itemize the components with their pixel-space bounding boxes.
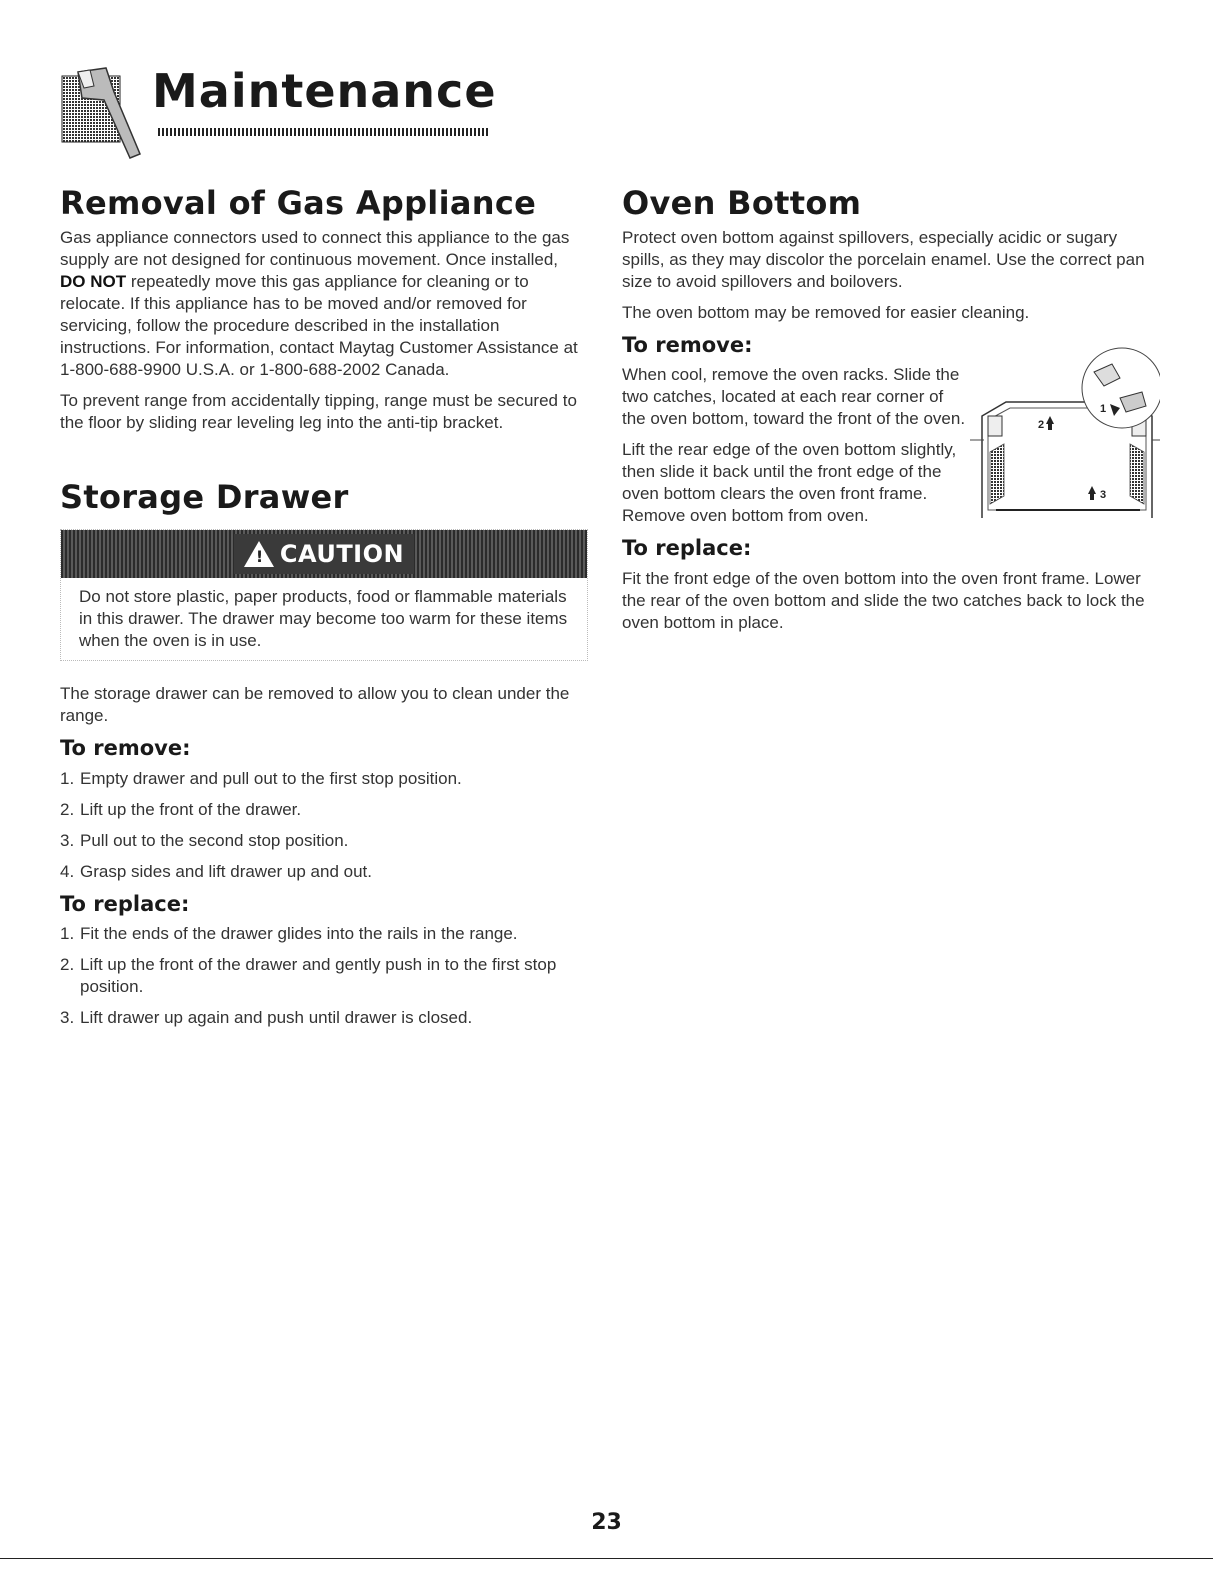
- page-header: [60, 50, 497, 160]
- caution-text: Do not store plastic, paper products, food or flammable materials in this drawer. The drawer may become too warm for these items when the oven is in use.: [79, 587, 568, 651]
- removal-text-a: Gas appliance connectors used to connect this appliance to the gas supply are not designed for continuous movement. Once installed,: [60, 228, 570, 270]
- oven-bottom-section: [622, 186, 1157, 634]
- oven-bottom-heading: Oven Bottom: [622, 184, 862, 222]
- list-item: [60, 923, 585, 945]
- step-number: 1.: [60, 923, 75, 943]
- list-item: [60, 954, 585, 998]
- removal-paragraph-2: To prevent range from accidentally tipping, range must be secured to the floor by sliding rear leveling leg into the anti-tip bracket.: [60, 391, 577, 433]
- diagram-label-3: 3: [1100, 489, 1107, 502]
- do-not-emphasis: DO NOT: [60, 272, 127, 292]
- oven-remove-block: [622, 364, 1157, 527]
- storage-intro: The storage drawer can be removed to allow you to clean under the range.: [60, 684, 570, 726]
- warning-triangle-icon: [244, 541, 274, 567]
- oven-remove-paragraph-2: Lift the rear edge of the oven bottom slightly, then slide it back until the front edge of the oven bottom clears the oven front frame. Remove oven bottom from oven.: [622, 440, 957, 526]
- step-text: Pull out to the second stop position.: [80, 830, 349, 850]
- caution-banner: [61, 530, 587, 578]
- oven-remove-heading: To remove:: [622, 333, 753, 358]
- step-text: Lift drawer up again and push until drawer is closed.: [80, 1007, 473, 1027]
- step-text: Lift up the front of the drawer and gently push in to the first stop position.: [80, 954, 557, 996]
- step-text: Fit the ends of the drawer glides into the rails in the range.: [80, 923, 518, 943]
- removal-section: [60, 186, 585, 434]
- caution-box: [60, 529, 588, 661]
- step-number: 3.: [60, 830, 75, 850]
- removal-text-b: repeatedly move this gas appliance for cleaning or to relocate. If this appliance has to be moved and/or removed for servicing, follow the procedure described in the installation instructions. For information, contact Maytag Customer Assistance at 1-800-688-9900 U.S.A. or 1-800-688-2002 Canada.: [60, 272, 578, 380]
- step-number: 2.: [60, 799, 75, 819]
- list-item: [60, 1007, 585, 1029]
- header-rule: [158, 128, 488, 136]
- storage-remove-heading: To remove:: [60, 736, 191, 761]
- step-number: 2.: [60, 954, 75, 974]
- storage-remove-steps: [60, 768, 585, 883]
- storage-heading: Storage Drawer: [60, 478, 349, 517]
- step-text: Empty drawer and pull out to the first stop position.: [80, 768, 462, 788]
- step-text: Lift up the front of the drawer.: [80, 799, 302, 819]
- oven-bottom-paragraph-2: The oven bottom may be removed for easier cleaning.: [622, 303, 1030, 323]
- page-title: Maintenance: [152, 64, 497, 118]
- diagram-label-1: 1: [1100, 403, 1107, 416]
- oven-replace-heading: To replace:: [622, 536, 752, 561]
- wrench-icon: [60, 62, 150, 162]
- list-item: [60, 861, 585, 883]
- removal-heading: Removal of Gas Appliance: [60, 184, 537, 222]
- step-text: Grasp sides and lift drawer up and out.: [80, 861, 372, 881]
- storage-section: [60, 480, 585, 1029]
- oven-bottom-diagram: [970, 328, 1160, 518]
- list-item: [60, 768, 585, 790]
- diagram-label-2: 2: [1038, 419, 1045, 432]
- step-number: 1.: [60, 768, 75, 788]
- oven-replace-paragraph: Fit the front edge of the oven bottom into the oven front frame. Lower the rear of the oven bottom and slide the two catches back to lock the oven bottom in place.: [622, 568, 1145, 632]
- step-number: 3.: [60, 1007, 75, 1027]
- oven-remove-text: [622, 364, 967, 527]
- list-item: [60, 799, 585, 821]
- list-item: [60, 830, 585, 852]
- right-column: [622, 186, 1157, 643]
- caution-title: CAUTION: [279, 540, 405, 569]
- step-number: 4.: [60, 861, 75, 881]
- caution-label: [234, 534, 414, 574]
- oven-bottom-paragraph-1: Protect oven bottom against spillovers, especially acidic or sugary spills, as they may discolor the porcelain enamel. Use the correct pan size to avoid spillovers and boilovers.: [622, 228, 1145, 292]
- oven-remove-paragraph-1: When cool, remove the oven racks. Slide the two catches, located at each rear corner of the oven bottom, toward the front of the oven.: [622, 365, 966, 429]
- footer-rule: [0, 1558, 1213, 1559]
- storage-replace-heading: To replace:: [60, 891, 190, 916]
- page-number: 23: [591, 1510, 622, 1535]
- removal-paragraph-1: [60, 227, 585, 381]
- storage-replace-steps: [60, 923, 585, 1029]
- left-column: [60, 186, 585, 1038]
